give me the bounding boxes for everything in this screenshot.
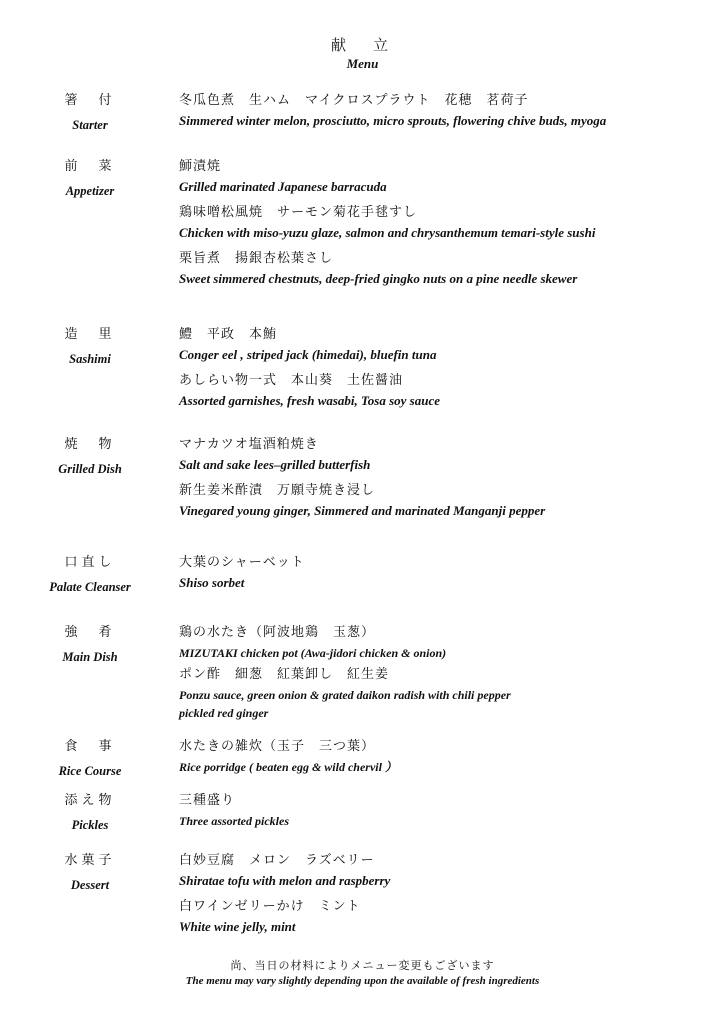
course-label-japanese: 食 事 xyxy=(64,739,116,754)
menu-title-english: Menu xyxy=(346,56,379,71)
course-items xyxy=(179,852,709,940)
course-label-english: Starter xyxy=(72,118,108,132)
course-items xyxy=(179,158,709,292)
course-label-japanese: 焼 物 xyxy=(64,437,116,452)
dish-english: pickled red ginger xyxy=(179,706,269,720)
dish-japanese: 三種盛り xyxy=(179,793,236,808)
dish-english: Sweet simmered chestnuts, deep-fried gingko nuts on a pine needle skewer xyxy=(179,271,578,286)
dish-japanese: 魳漬焼 xyxy=(179,159,222,174)
dish-english: Grilled marinated Japanese barracuda xyxy=(179,179,387,194)
dish-english: Assorted garnishes, fresh wasabi, Tosa soy sauce xyxy=(179,393,441,408)
dish-japanese: 白ワインゼリーかけ ミント xyxy=(179,899,361,914)
dish-japanese: マナカツオ塩酒粕焼き xyxy=(179,437,319,452)
dish-english: MIZUTAKI chicken pot (Awa-jidori chicken & onion) xyxy=(179,646,447,660)
course-label xyxy=(30,326,150,368)
course-label-english: Pickles xyxy=(71,818,109,832)
dish-japanese: 新生姜米酢漬 万願寺焼き浸し xyxy=(179,483,376,498)
course-label-english: Main Dish xyxy=(62,650,118,664)
course-label-english: Dessert xyxy=(70,878,110,892)
dish-english: White wine jelly, mint xyxy=(179,919,296,934)
course-label-japanese: 強 肴 xyxy=(64,625,116,640)
dish-english: Ponzu sauce, green onion & grated daikon radish with chili pepper xyxy=(179,688,511,702)
course-items xyxy=(179,326,709,414)
dish-japanese: ポン酢 細葱 紅葉卸し 紅生姜 xyxy=(179,667,390,682)
course-label-japanese: 水菓子 xyxy=(64,853,116,868)
course-label xyxy=(30,92,150,134)
course-label xyxy=(30,436,150,478)
dish-english: Salt and sake lees–grilled butterfish xyxy=(179,457,371,472)
dish-japanese: 鶏の水たき（阿波地鶏 玉葱） xyxy=(179,625,376,640)
dish-japanese: 鶏味噌松風焼 サーモン菊花手毬すし xyxy=(179,205,418,220)
course-items xyxy=(179,738,709,776)
course-items xyxy=(179,436,709,524)
dish-japanese: 栗旨煮 揚銀杏松葉さし xyxy=(179,251,334,266)
dish-english: Three assorted pickles xyxy=(179,814,289,828)
dish-english: Rice porridge ( beaten egg & wild chervil ） xyxy=(179,760,397,774)
course-items xyxy=(179,554,709,596)
dish-japanese: 水たきの雑炊（玉子 三つ葉） xyxy=(179,739,376,754)
course-label-english: Grilled Dish xyxy=(58,462,122,476)
dish-japanese: 冬瓜色煮 生ハム マイクロスプラウト 花穂 茗荷子 xyxy=(179,93,529,108)
course-label xyxy=(30,554,150,596)
course-label-english: Sashimi xyxy=(69,352,111,366)
dish-english: Simmered winter melon, prosciutto, micro sprouts, flowering chive buds, myoga xyxy=(179,113,607,128)
course-label-japanese: 箸 付 xyxy=(64,93,116,108)
course-label-japanese: 口直し xyxy=(64,555,116,570)
dish-japanese: あしらい物一式 本山葵 土佐醤油 xyxy=(179,373,404,388)
course-label-japanese: 造 里 xyxy=(64,327,116,342)
course-label xyxy=(30,792,150,834)
course-items xyxy=(179,92,709,134)
course-label xyxy=(30,852,150,894)
dish-japanese: 白妙豆腐 メロン ラズベリー xyxy=(179,853,375,868)
footer-note-english: The menu may vary slightly depending upon the available of fresh ingredients xyxy=(185,975,540,987)
course-items xyxy=(179,624,709,722)
course-items xyxy=(179,792,709,830)
dish-english: Vinegared young ginger, Simmered and marinated Manganji pepper xyxy=(179,503,546,518)
course-label-japanese: 添え物 xyxy=(64,793,116,808)
course-label-english: Appetizer xyxy=(65,184,115,198)
dish-english: Shiratae tofu with melon and raspberry xyxy=(179,873,391,888)
dish-english: Conger eel , striped jack (himedai), bluefin tuna xyxy=(179,347,437,362)
footer-note-japanese: 尚、当日の材料によりメニュー変更もございます xyxy=(230,959,495,972)
course-label xyxy=(30,158,150,200)
dish-japanese: 大葉のシャーベット xyxy=(179,555,305,570)
course-label-english: Rice Course xyxy=(58,764,122,778)
dish-english: Chicken with miso-yuzu glaze, salmon and chrysanthemum temari-style sushi xyxy=(179,225,596,240)
course-label xyxy=(30,738,150,780)
dish-english: Shiso sorbet xyxy=(179,575,245,590)
course-label-english: Palate Cleanser xyxy=(49,580,131,594)
dish-japanese: 鱧 平政 本鮪 xyxy=(179,327,278,342)
course-label-japanese: 前 菜 xyxy=(64,159,116,174)
course-label xyxy=(30,624,150,666)
menu-title-japanese: 献 立 xyxy=(330,36,394,54)
